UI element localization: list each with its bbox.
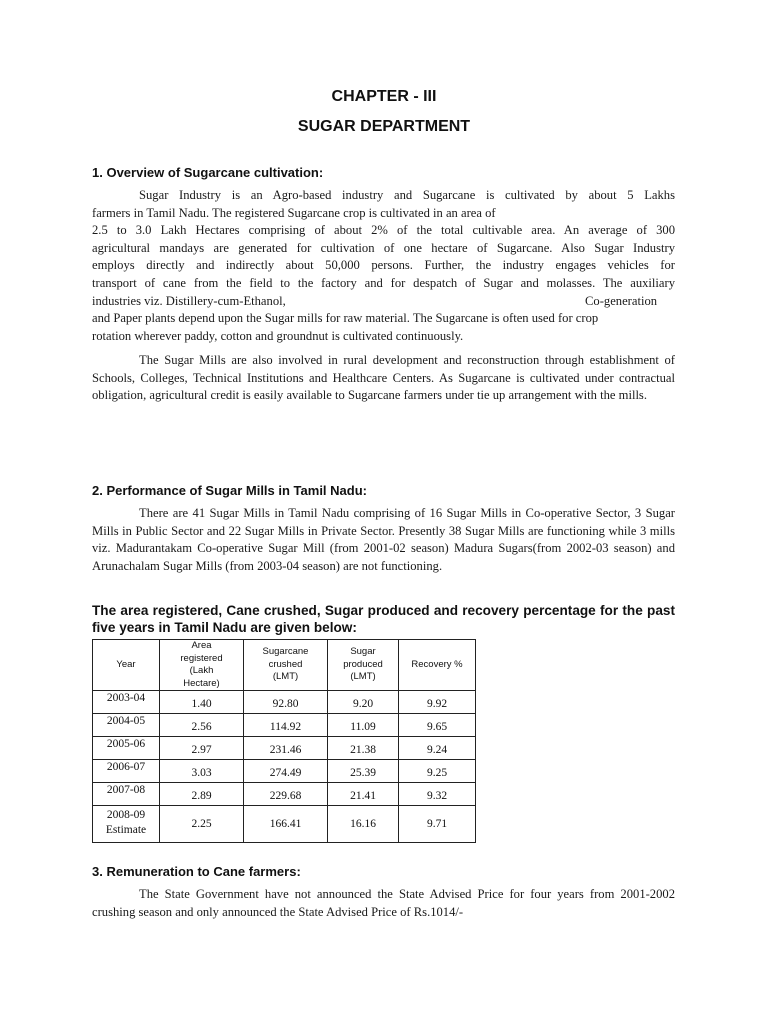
s1-line-4: agricultural mandays are generated for cultivation of one hectare of Sugarcane. Also Sugar Industry xyxy=(92,240,675,255)
table-row xyxy=(93,691,476,714)
table-row xyxy=(93,760,476,783)
sugar-performance-table xyxy=(92,639,476,843)
cell-year: 2007-08 xyxy=(93,783,160,806)
cell-recovery: 9.92 xyxy=(399,691,476,714)
table-row xyxy=(93,737,476,760)
department-title: SUGAR DEPARTMENT xyxy=(297,118,471,135)
s1-line-3: 2.5 to 3.0 Lakh Hectares comprising of about 2% of the total cultivable area. An average of 300 xyxy=(92,223,675,238)
cell-year xyxy=(93,806,160,843)
s1-line-8: and Paper plants depend upon the Sugar mills for raw material. The Sugarcane is often used for crop xyxy=(92,311,599,326)
section-3-heading: 3. Remuneration to Cane farmers: xyxy=(92,864,301,879)
cell-year-value: 2008-09 xyxy=(106,809,146,821)
cell-sugar: 11.09 xyxy=(328,714,399,737)
cell-year: 2003-04 xyxy=(93,691,160,714)
cell-recovery: 9.24 xyxy=(399,737,476,760)
s1-line-7a: industries viz. Distillery-cum-Ethanol, xyxy=(92,293,286,308)
cell-area: 2.89 xyxy=(160,783,244,806)
cell-crushed: 114.92 xyxy=(244,714,328,737)
table-caption: The area registered, Cane crushed, Sugar produced and recovery percentage for the past five years in Tamil Nadu are given below: xyxy=(92,603,675,635)
cell-area: 1.40 xyxy=(160,691,244,714)
table-row xyxy=(93,714,476,737)
col-header-area: Area registered (Lakh Hectare) xyxy=(160,640,244,691)
section-1-heading: 1. Overview of Sugarcane cultivation: xyxy=(92,165,324,180)
section-3-paragraph-1: The State Government have not announced the State Advised Price for four years from 2001-2002 crushing season and only announced the State Advised Price of Rs.1014/- xyxy=(92,887,675,919)
cell-recovery: 9.65 xyxy=(399,714,476,737)
cell-year: 2004-05 xyxy=(93,714,160,737)
section-1-paragraph-1 xyxy=(92,187,675,345)
col-header-sugar: Sugar produced (LMT) xyxy=(328,640,399,691)
cell-sugar: 21.41 xyxy=(328,783,399,806)
s1-line-9: rotation wherever paddy, cotton and groundnut is cultivated continuously. xyxy=(92,328,464,343)
section-2-heading: 2. Performance of Sugar Mills in Tamil Nadu: xyxy=(92,483,367,498)
cell-crushed: 92.80 xyxy=(244,691,328,714)
col-header-year: Year xyxy=(93,640,160,691)
cell-crushed: 166.41 xyxy=(244,806,328,843)
col-header-recovery: Recovery % xyxy=(399,640,476,691)
cell-recovery: 9.71 xyxy=(399,806,476,843)
cell-crushed: 229.68 xyxy=(244,783,328,806)
cell-area: 3.03 xyxy=(160,760,244,783)
s1-line-2: farmers in Tamil Nadu. The registered Sugarcane crop is cultivated in an area of xyxy=(92,205,496,220)
section-1-paragraph-2: The Sugar Mills are also involved in rural development and reconstruction through establishment of Schools, Colleges, Technical Institutions and Healthcare Centers. As Sugarcane is cultivated under contractual obligation, agricultural credit is easily available to Sugarcane farmers under tie up arrangement with the mills. xyxy=(92,353,675,403)
cell-sugar: 9.20 xyxy=(328,691,399,714)
cell-crushed: 231.46 xyxy=(244,737,328,760)
table-row xyxy=(93,806,476,843)
cell-area: 2.25 xyxy=(160,806,244,843)
table-row xyxy=(93,783,476,806)
cell-year: 2006-07 xyxy=(93,760,160,783)
cell-recovery: 9.25 xyxy=(399,760,476,783)
cell-sugar: 21.38 xyxy=(328,737,399,760)
section-2-paragraph-1: There are 41 Sugar Mills in Tamil Nadu comprising of 16 Sugar Mills in Co-operative Sector, 3 Sugar Mills in Public Sector and 22 Sugar Mills in Private Sector. Presently 38 Sugar Mills are functioning while 3 mills viz. Madurantakam Co-operative Sugar Mill (from 2001-02 season) Madura Sugars(from 2002-03 season) and Arunachalam Sugar Mills (from 2003-04 season) are not functioning. xyxy=(92,506,675,573)
cell-area: 2.97 xyxy=(160,737,244,760)
cell-sugar: 25.39 xyxy=(328,760,399,783)
cell-year-note: Estimate xyxy=(105,824,147,836)
col-header-crushed: Sugarcane crushed (LMT) xyxy=(244,640,328,691)
table-header-row xyxy=(93,640,476,691)
cell-area: 2.56 xyxy=(160,714,244,737)
s1-line-7b: Co-generation xyxy=(585,293,658,308)
cell-sugar: 16.16 xyxy=(328,806,399,843)
chapter-title: CHAPTER - III xyxy=(331,88,437,105)
cell-recovery: 9.32 xyxy=(399,783,476,806)
s1-line-5: employs directly and indirectly about 50,000 persons. Further, the industry engages vehicles for xyxy=(92,258,675,273)
cell-crushed: 274.49 xyxy=(244,760,328,783)
s1-line-6: transport of cane from the field to the factory and for despatch of Sugar and molasses. The auxiliary xyxy=(92,275,675,290)
s1-line-1: Sugar Industry is an Agro-based industry and Sugarcane is cultivated by about 5 Lakhs xyxy=(139,188,675,202)
cell-year: 2005-06 xyxy=(93,737,160,760)
